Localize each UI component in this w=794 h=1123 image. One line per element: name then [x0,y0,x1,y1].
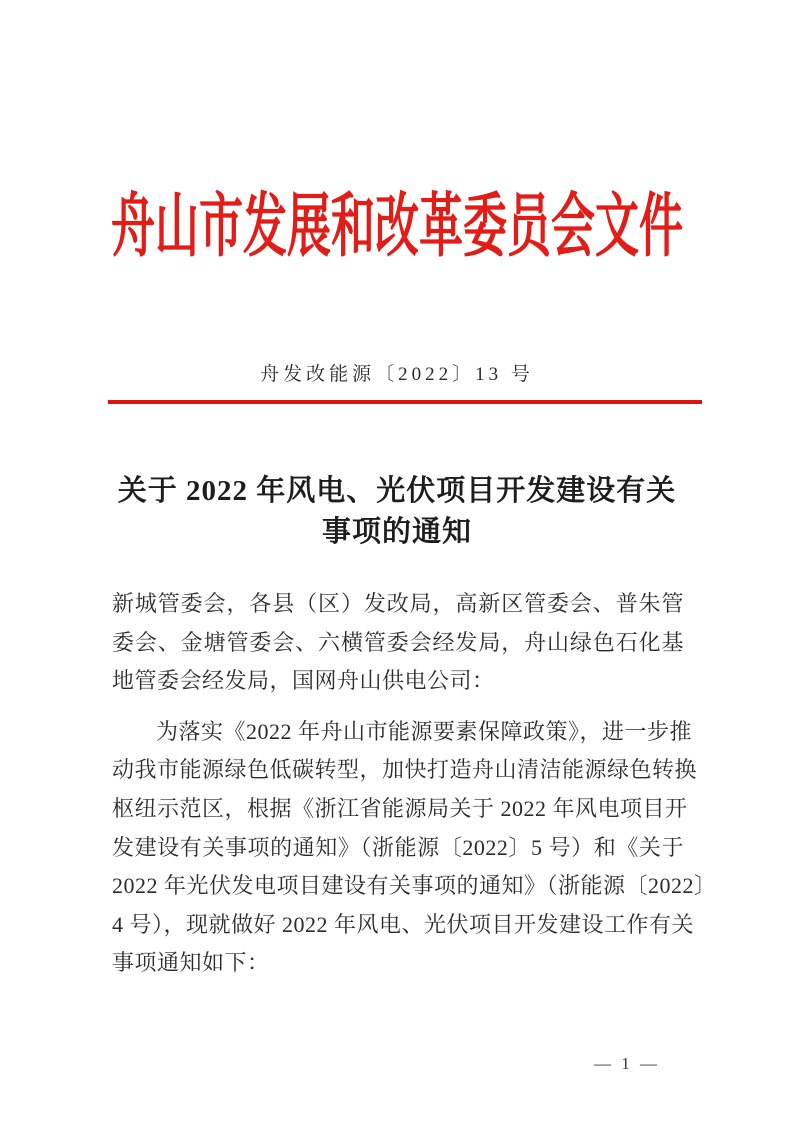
body-line: 地管委会经发局，国网舟山供电公司： [112,668,495,694]
document-body [112,585,717,983]
body-line: 动我市能源绿色低碳转型，加快打造舟山清洁能源绿色转换 [112,757,698,783]
document-title-line-2: 事项的通知 [321,516,472,548]
red-separator-line [108,400,702,404]
addressee-paragraph [112,585,684,701]
body-line: 委会、金塘管委会、六横管委会经发局，舟山绿色石化基 [112,629,684,655]
page-number: — 1 — [594,1054,660,1073]
body-line: 事项通知如下： [112,950,270,976]
letterhead-org-title: 舟山市发展和改革委员会文件 [111,188,683,266]
body-line: 发建设有关事项的通知》（浙能源〔2022〕5 号）和《关于 [112,834,684,860]
body-line: 4 号），现就做好 2022 年风电、光伏项目开发建设工作有关 [112,911,695,937]
body-line: 枢纽示范区，根据《浙江省能源局关于 2022 年风电项目开 [112,795,688,821]
body-line: 新城管委会，各县（区）发改局，高新区管委会、普朱管 [112,591,684,616]
main-paragraph [112,713,717,983]
document-title-line-1: 关于 2022 年风电、光伏项目开发建设有关 [117,475,677,507]
document-title [60,471,734,553]
body-line: 为落实《2022 年舟山市能源要素保障政策》，进一步推 [156,718,693,744]
document-number: 舟发改能源〔2022〕13 号 [260,364,534,385]
letterhead [0,188,794,266]
body-line: 2022 年光伏发电项目建设有关事项的通知》（浙能源〔2022〕 [112,873,717,899]
